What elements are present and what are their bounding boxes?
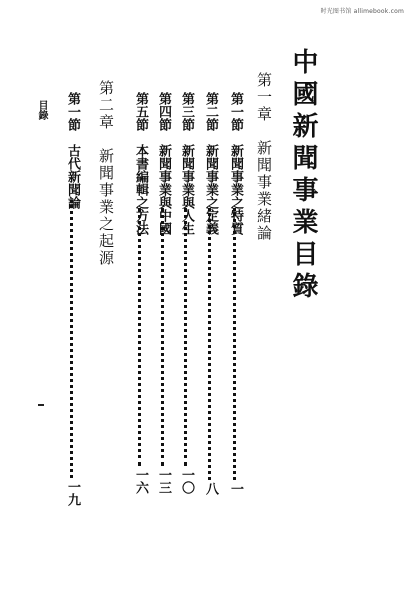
book-title: 中國新聞事業目錄 — [288, 48, 318, 304]
leader-dots — [184, 208, 189, 466]
leader-dots — [138, 208, 143, 466]
section-label: 第四節 — [156, 92, 171, 131]
section-title: 新聞事業之特質 — [228, 143, 243, 235]
toc-entry-6[interactable] — [66, 92, 79, 209]
leader-dots — [161, 208, 166, 466]
page-number: 一六 — [133, 468, 148, 494]
page-number: 一〇 — [179, 468, 194, 494]
margin-label: 目錄 — [36, 100, 47, 120]
watermark: 时光图书馆 allimebook.com — [320, 8, 404, 15]
margin-tick — [38, 404, 44, 406]
section-title: 新聞事業與中國 — [156, 143, 171, 235]
section-label: 第五節 — [133, 92, 148, 131]
section-label: 第一節 — [228, 92, 243, 131]
section-label: 第一節 — [65, 92, 80, 131]
chapter-2-heading: 第二章 新聞事業之起源 — [97, 80, 115, 267]
section-label: 第三節 — [179, 92, 194, 131]
page-number: 一 — [228, 482, 243, 495]
page-number: 八 — [203, 482, 218, 495]
section-title: 新聞事業之定義 — [203, 143, 218, 235]
section-label: 第二節 — [203, 92, 218, 131]
section-title: 古代新聞論 — [65, 143, 80, 209]
leader-dots — [233, 208, 238, 480]
page-number: 一九 — [65, 480, 80, 506]
chapter-1-heading: 第一章 新聞事業緒論 — [255, 72, 273, 242]
page-number: 一三 — [156, 468, 171, 494]
leader-dots — [208, 208, 213, 480]
leader-dots — [70, 200, 75, 478]
section-title: 新聞事業與人生 — [179, 143, 194, 235]
section-title: 本書編輯之方法 — [133, 143, 148, 235]
